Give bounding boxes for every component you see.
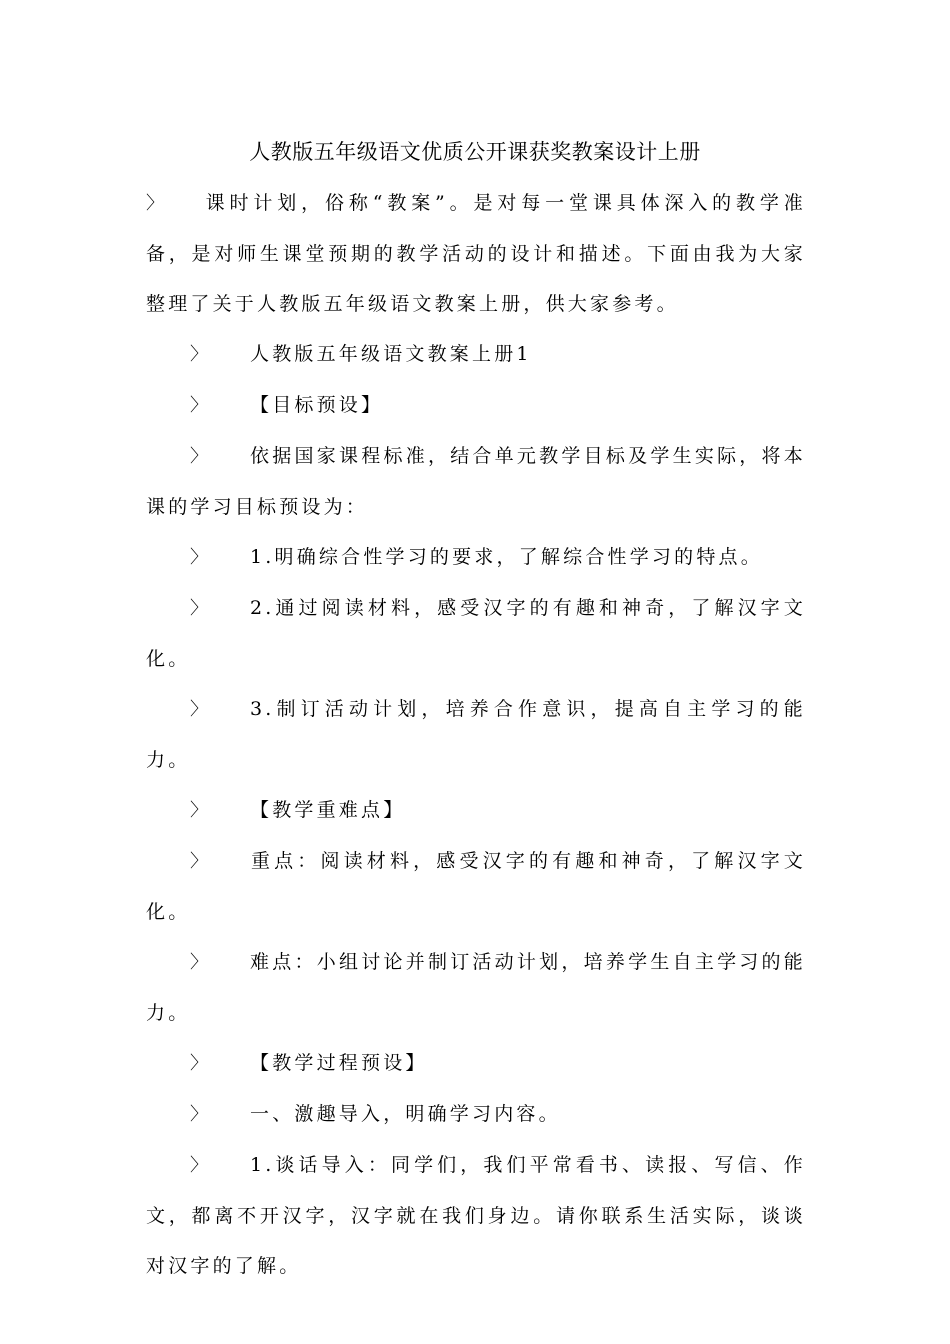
bullet-marker: 〉 [190,1053,208,1074]
paragraph-text: 人教版五年级语文教案上册1 [250,343,532,365]
paragraph [146,836,806,937]
paragraph-text: 【教学过程预设】 [250,1052,428,1074]
paragraph-text: 难点：小组讨论并制订活动计划，培养学生自主学习的能力。 [146,951,806,1024]
paragraph-text: 重点：阅读材料，感受汉字的有趣和神奇，了解汉字文化。 [146,850,806,923]
bullet-marker: 〉 [190,598,208,619]
paragraph [146,532,806,583]
document-title: 人教版五年级语文优质公开课获奖教案设计上册 [249,140,701,164]
bullet-marker: 〉 [190,446,208,467]
paragraph-text: 课时计划，俗称“教案”。是对每一堂课具体深入的教学准备，是对师生课堂预期的教学活动的设计和描述。下面由我为大家整理了关于人教版五年级语文教案上册，供大家参考。 [146,192,806,315]
paragraph [146,431,806,532]
paragraph-text: 依据国家课程标准，结合单元教学目标及学生实际，将本课的学习目标预设为： [146,445,806,518]
bullet-marker: 〉 [190,800,208,821]
bullet-marker: 〉 [146,193,164,214]
paragraph [146,178,806,329]
paragraph [146,684,806,785]
paragraph-text: 一、激趣导入，明确学习内容。 [250,1103,561,1125]
section-heading [146,785,806,836]
document-body [146,178,806,1291]
paragraph [146,329,806,380]
paragraph [146,1089,806,1140]
bullet-marker: 〉 [190,851,208,872]
paragraph [146,583,806,684]
bullet-marker: 〉 [190,1104,208,1125]
paragraph-text: 2.通过阅读材料，感受汉字的有趣和神奇，了解汉字文化。 [146,597,806,670]
section-heading [146,380,806,431]
bullet-marker: 〉 [190,952,208,973]
paragraph-text: 【目标预设】 [250,394,384,416]
bullet-marker: 〉 [190,699,208,720]
paragraph-text: 1.明确综合性学习的要求，了解综合性学习的特点。 [250,546,763,568]
paragraph [146,937,806,1038]
bullet-marker: 〉 [190,1155,208,1176]
bullet-marker: 〉 [190,395,208,416]
paragraph-text: 【教学重难点】 [250,799,406,821]
paragraph-text: 3.制订活动计划，培养合作意识，提高自主学习的能力。 [146,698,806,771]
bullet-marker: 〉 [190,344,208,365]
paragraph [146,1140,806,1291]
bullet-marker: 〉 [190,547,208,568]
section-heading [146,1038,806,1089]
paragraph-text: 1.谈话导入：同学们，我们平常看书、读报、写信、作文，都离不开汉字，汉字就在我们身边。请你联系生活实际，谈谈对汉字的了解。 [146,1154,806,1277]
